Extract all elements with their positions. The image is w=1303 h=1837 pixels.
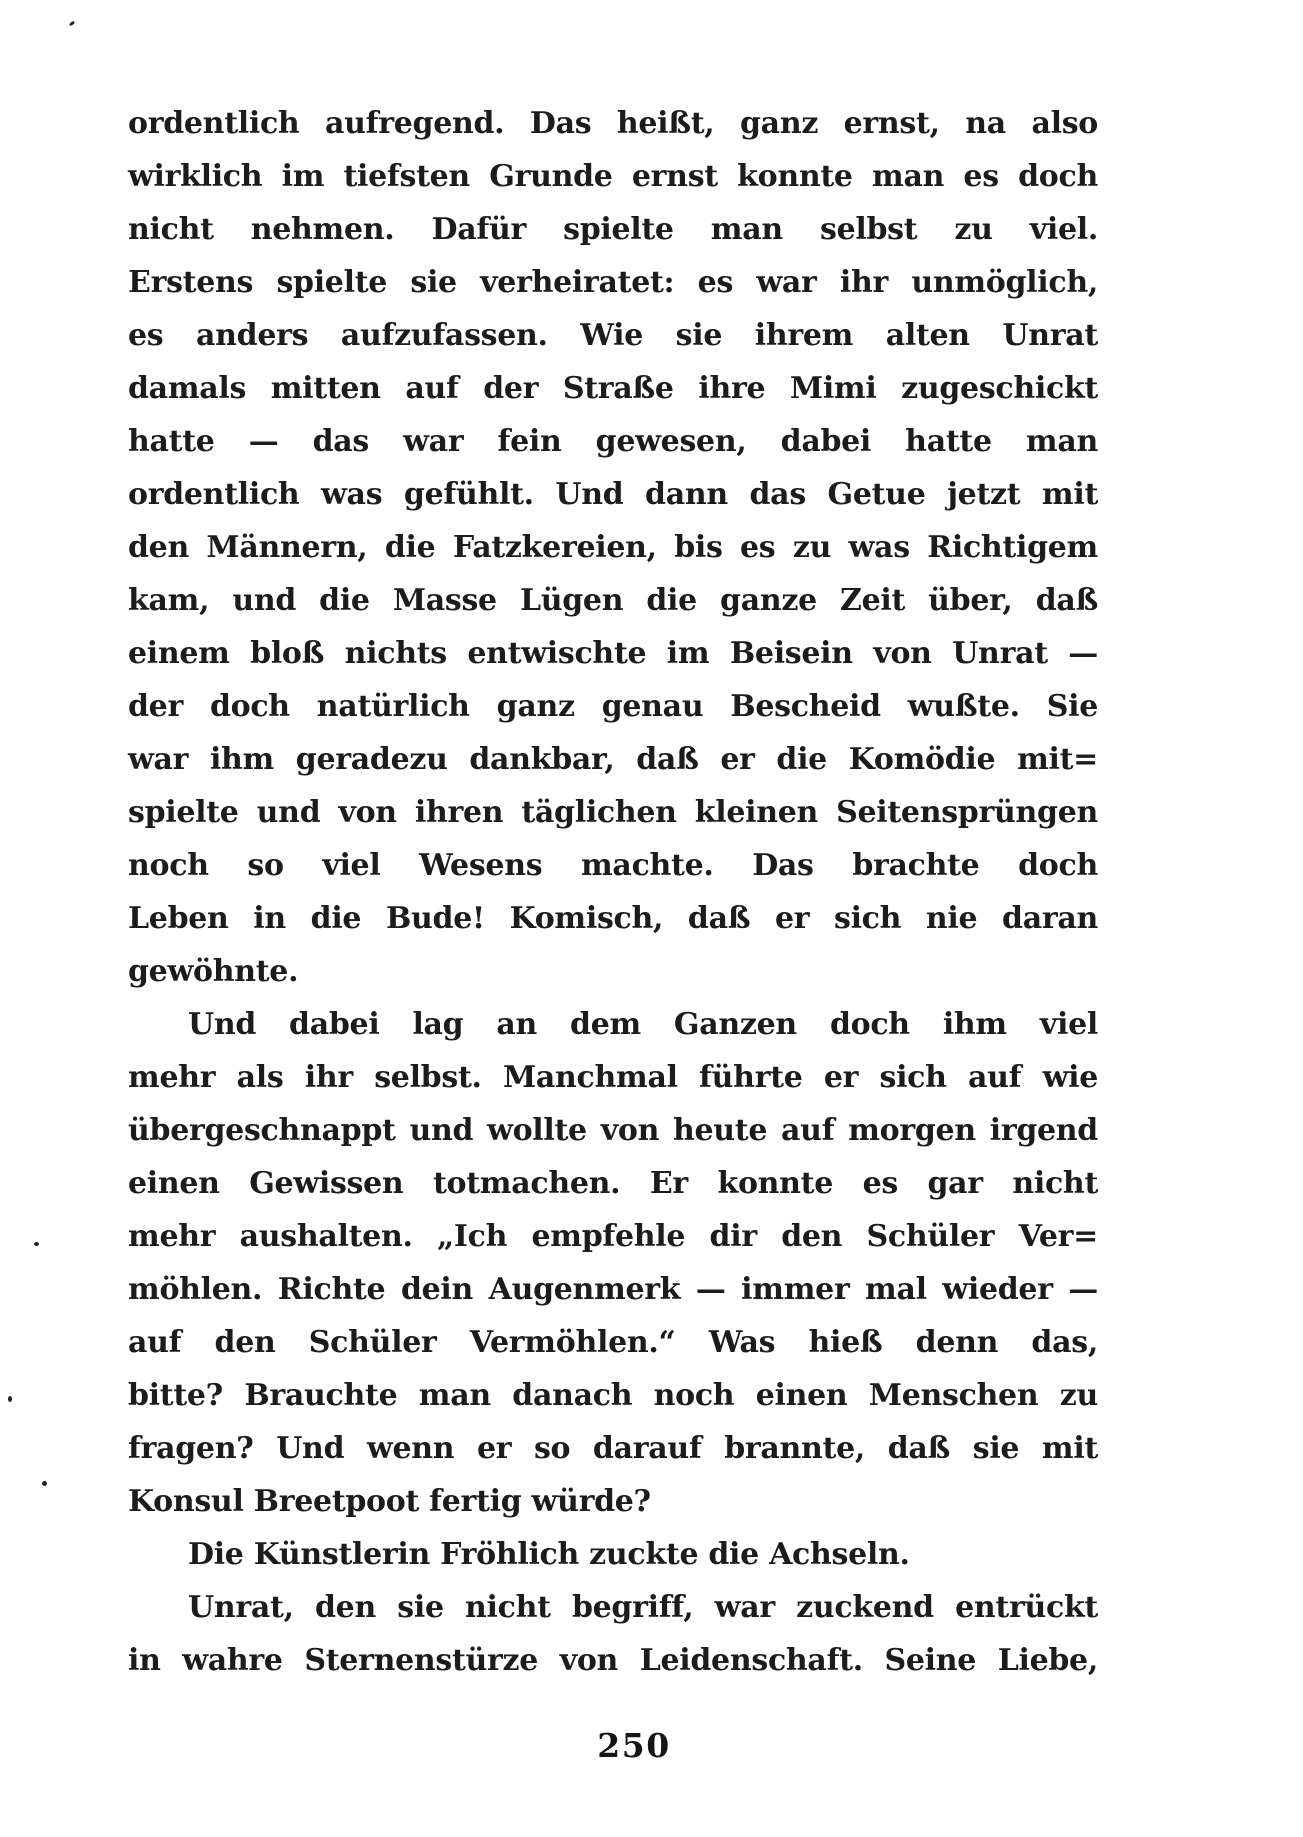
ink-speck	[42, 1481, 47, 1486]
page-number: 250	[597, 1726, 671, 1765]
text-line: gewöhnte.	[128, 954, 299, 989]
text-line: übergeschnappt und wollte von heute auf morgen irgend	[128, 1113, 1098, 1148]
text-line: noch so viel Wesens machte. Das brachte doch	[128, 848, 1098, 883]
text-line: Und dabei lag an dem Ganzen doch ihm viel	[188, 1007, 1098, 1042]
text-line: ordentlich was gefühlt. Und dann das Getue jetzt mit	[128, 477, 1098, 512]
text-line: fragen? Und wenn er so darauf brannte, daß sie mit	[128, 1431, 1098, 1466]
ink-speck	[34, 1242, 39, 1246]
text-line: Konsul Breetpoot fertig würde?	[128, 1484, 651, 1519]
text-line: es anders aufzufassen. Wie sie ihrem alten Unrat	[128, 318, 1098, 353]
text-line: einem bloß nichts entwischte im Beisein von Unrat —	[128, 636, 1098, 671]
text-line: Unrat, den sie nicht begriff, war zuckend entrückt	[188, 1590, 1098, 1625]
text-line: nicht nehmen. Dafür spielte man selbst zu viel.	[128, 212, 1098, 247]
ink-speck	[8, 1396, 12, 1402]
text-line: mehr als ihr selbst. Manchmal führte er sich auf wie	[128, 1060, 1098, 1095]
text-line: war ihm geradezu dankbar, daß er die Komödie mit=	[128, 742, 1098, 777]
text-line: Leben in die Bude! Komisch, daß er sich nie daran	[128, 901, 1098, 936]
text-line: einen Gewissen totmachen. Er konnte es gar nicht	[128, 1166, 1098, 1201]
text-line: hatte — das war fein gewesen, dabei hatte man	[128, 424, 1098, 459]
text-line: ordentlich aufregend. Das heißt, ganz ernst, na also	[128, 106, 1098, 141]
text-line: bitte? Brauchte man danach noch einen Menschen zu	[128, 1378, 1098, 1413]
text-line: mehr aushalten. „Ich empfehle dir den Schüler Ver=	[128, 1219, 1098, 1254]
text-line: damals mitten auf der Straße ihre Mimi zugeschickt	[128, 371, 1098, 406]
text-line: spielte und von ihren täglichen kleinen Seitensprüngen	[128, 795, 1098, 830]
text-line: Erstens spielte sie verheiratet: es war ihr unmöglich,	[128, 265, 1098, 300]
text-line: in wahre Sternenstürze von Leidenschaft. Seine Liebe,	[128, 1643, 1098, 1678]
text-line: den Männern, die Fatzkereien, bis es zu was Richtigem	[128, 530, 1098, 565]
ink-speck	[69, 21, 76, 27]
text-line: wirklich im tiefsten Grunde ernst konnte man es doch	[128, 159, 1098, 194]
text-line: der doch natürlich ganz genau Bescheid wußte. Sie	[128, 689, 1098, 724]
text-line: möhlen. Richte dein Augenmerk — immer mal wieder —	[128, 1272, 1098, 1307]
text-line: Die Künstlerin Fröhlich zuckte die Achseln.	[188, 1537, 910, 1572]
text-line: kam, und die Masse Lügen die ganze Zeit über, daß	[128, 583, 1098, 618]
text-block	[128, 97, 1098, 1687]
text-line: auf den Schüler Vermöhlen.“ Was hieß denn das,	[128, 1325, 1098, 1360]
